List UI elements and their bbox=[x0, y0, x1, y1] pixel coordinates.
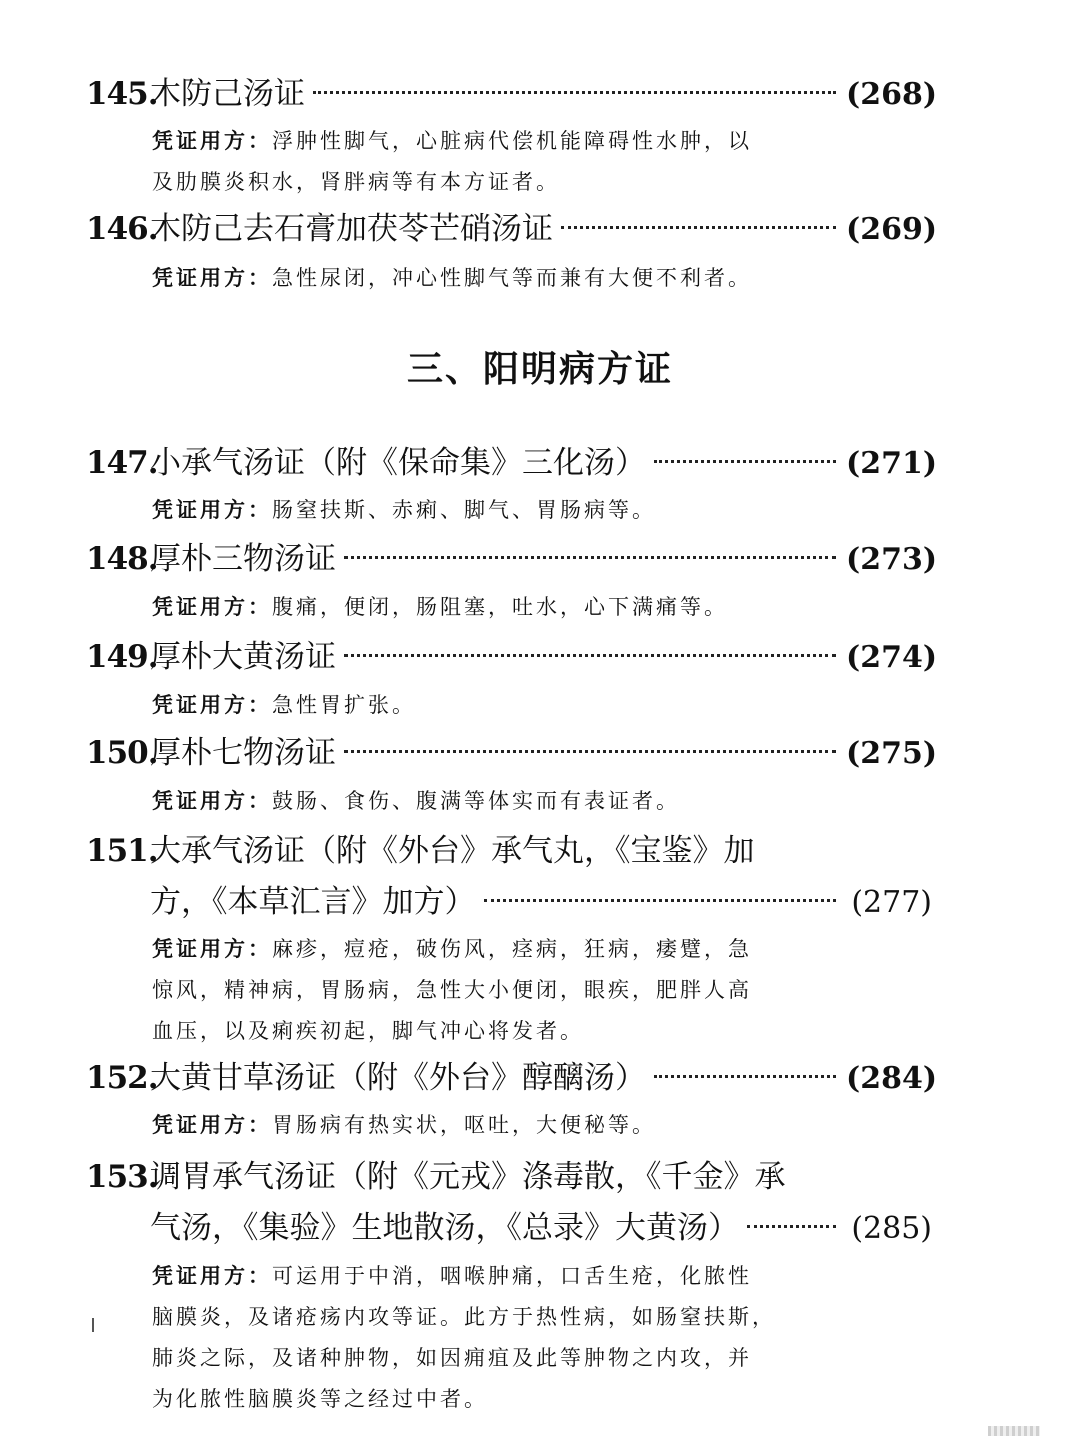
dot-leader bbox=[654, 460, 836, 463]
scan-corner-artifact bbox=[988, 1426, 1040, 1436]
entry-number: 153. bbox=[86, 1159, 158, 1195]
toc-entry-146 bbox=[86, 207, 938, 251]
section-heading: 三、阳明病方证 bbox=[406, 349, 673, 390]
entry-title: 木防己去石膏加茯苓芒硝汤证 bbox=[150, 211, 553, 247]
entry-description-145 bbox=[152, 121, 832, 203]
label-text: 凭证用方： bbox=[152, 1113, 272, 1137]
entry-title-line1: 大承气汤证（附《外台》承气丸，《宝鉴》加 bbox=[150, 833, 755, 869]
entry-description-146 bbox=[152, 258, 832, 299]
entry-description-148 bbox=[152, 587, 832, 628]
entry-page-ref: (271) bbox=[846, 446, 938, 481]
entry-title: 厚朴七物汤证 bbox=[150, 735, 336, 771]
toc-entry-147 bbox=[86, 441, 938, 485]
entry-number: 145. bbox=[86, 76, 158, 112]
entry-number: 152. bbox=[86, 1060, 158, 1096]
description-line: 血压，以及痢疾初起，脚气冲心将发者。 bbox=[152, 1019, 584, 1043]
toc-entry-149 bbox=[86, 635, 938, 679]
toc-entry-148 bbox=[86, 537, 938, 581]
entry-description-152 bbox=[152, 1105, 832, 1146]
description-line: 及肋膜炎积水，肾胖病等有本方证者。 bbox=[152, 170, 560, 194]
entry-description-153 bbox=[152, 1256, 832, 1420]
entry-description-151 bbox=[152, 929, 832, 1052]
entry-title: 厚朴三物汤证 bbox=[150, 541, 336, 577]
toc-entry-153 bbox=[86, 1155, 932, 1199]
label-text: 凭证用方： bbox=[152, 693, 272, 717]
toc-entry-151 bbox=[86, 829, 932, 873]
dot-leader bbox=[747, 1225, 836, 1228]
entry-description-149 bbox=[152, 685, 832, 726]
entry-page-ref: (285) bbox=[851, 1211, 932, 1246]
entry-title: 木防己汤证 bbox=[150, 76, 305, 112]
description-line: 鼓肠、食伤、腹满等体实而有表证者。 bbox=[272, 789, 680, 813]
toc-entry-153-continuation bbox=[150, 1206, 932, 1250]
entry-number: 150. bbox=[86, 735, 158, 771]
entry-number: 149. bbox=[86, 639, 158, 675]
label-text: 凭证用方： bbox=[152, 937, 272, 961]
toc-entry-150 bbox=[86, 731, 938, 775]
entry-page-ref: (268) bbox=[846, 77, 938, 112]
entry-description-147 bbox=[152, 490, 832, 531]
entry-page-ref: (277) bbox=[851, 885, 932, 920]
dot-leader bbox=[654, 1075, 836, 1078]
dot-leader bbox=[344, 654, 836, 657]
description-line: 肠窒扶斯、赤痢、脚气、胃肠病等。 bbox=[272, 498, 656, 522]
dot-leader bbox=[313, 91, 836, 94]
label-text: 凭证用方： bbox=[152, 498, 272, 522]
description-line: 浮肿性脚气，心脏病代偿机能障碍性水肿，以 bbox=[272, 129, 752, 153]
entry-title: 小承气汤证（附《保命集》三化汤） bbox=[150, 445, 646, 481]
label-text: 凭证用方： bbox=[152, 266, 272, 290]
description-line: 可运用于中消，咽喉肿痛，口舌生疮，化脓性 bbox=[272, 1264, 752, 1288]
toc-entry-145 bbox=[86, 72, 938, 116]
label-text: 凭证用方： bbox=[152, 789, 272, 813]
entry-page-ref: (273) bbox=[846, 542, 938, 577]
dot-leader bbox=[344, 556, 836, 559]
entry-number: 151. bbox=[86, 833, 158, 869]
description-line: 脑膜炎，及诸疮疡内攻等证。此方于热性病，如肠窒扶斯， bbox=[152, 1305, 776, 1329]
description-line: 麻疹，痘疮，破伤风，痉病，狂病，痿躄，急 bbox=[272, 937, 752, 961]
entry-title-line2: 气汤，《集验》生地散汤，《总录》大黄汤） bbox=[150, 1210, 739, 1246]
description-line: 腹痛，便闭，肠阻塞，吐水，心下满痛等。 bbox=[272, 595, 728, 619]
description-line: 胃肠病有热实状，呕吐，大便秘等。 bbox=[272, 1113, 656, 1137]
entry-description-150 bbox=[152, 781, 832, 822]
entry-title: 大黄甘草汤证（附《外台》醇醨汤） bbox=[150, 1060, 646, 1096]
toc-entry-152 bbox=[86, 1056, 938, 1100]
scan-artifact bbox=[92, 1318, 94, 1332]
label-text: 凭证用方： bbox=[152, 1264, 272, 1288]
label-text: 凭证用方： bbox=[152, 129, 272, 153]
entry-page-ref: (274) bbox=[846, 640, 938, 675]
description-line: 肺炎之际，及诸种肿物，如因痈疽及此等肿物之内攻，并 bbox=[152, 1346, 752, 1370]
dot-leader bbox=[484, 899, 837, 902]
description-line: 急性尿闭，冲心性脚气等而兼有大便不利者。 bbox=[272, 266, 752, 290]
entry-page-ref: (269) bbox=[846, 212, 938, 247]
description-line: 惊风，精神病，胃肠病，急性大小便闭，眼疾，肥胖人高 bbox=[152, 978, 752, 1002]
dot-leader bbox=[561, 226, 836, 229]
description-line: 急性胃扩张。 bbox=[272, 693, 416, 717]
entry-number: 148. bbox=[86, 541, 158, 577]
entry-page-ref: (284) bbox=[846, 1061, 938, 1096]
entry-page-ref: (275) bbox=[846, 736, 938, 771]
entry-title-line1: 调胃承气汤证（附《元戎》涤毒散，《千金》承 bbox=[150, 1159, 786, 1195]
toc-entry-151-continuation bbox=[150, 880, 932, 924]
entry-number: 146. bbox=[86, 211, 158, 247]
description-line: 为化脓性脑膜炎等之经过中者。 bbox=[152, 1387, 488, 1411]
entry-number: 147. bbox=[86, 445, 158, 481]
entry-title: 厚朴大黄汤证 bbox=[150, 639, 336, 675]
entry-title-line2: 方，《本草汇言》加方） bbox=[150, 884, 476, 920]
dot-leader bbox=[344, 750, 836, 753]
label-text: 凭证用方： bbox=[152, 595, 272, 619]
